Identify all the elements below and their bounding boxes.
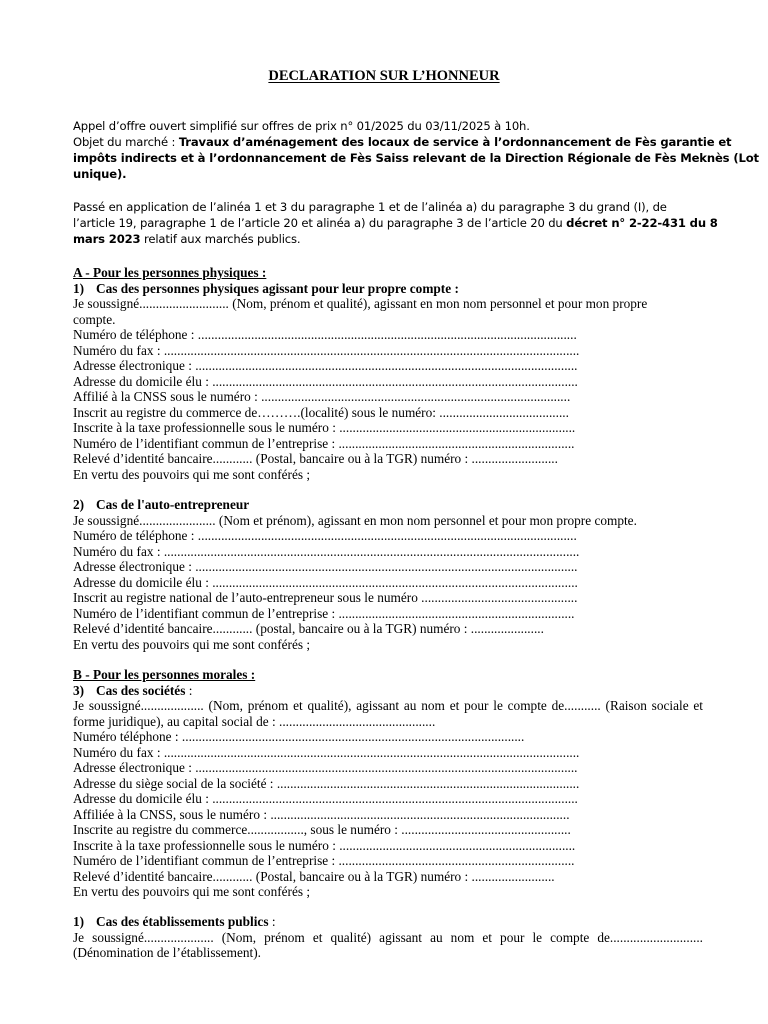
sub3-field-line: Affiliée à la CNSS, sous le numéro : .......................................................................................... <box>73 806 570 822</box>
sub1-title: Cas des personnes physiques agissant pour leur propre compte : <box>96 280 459 296</box>
decree-reference: décret n° 2-22-431 du 8 <box>566 216 718 230</box>
object-line-3 <box>73 166 703 182</box>
sub3-field-line: Numéro du fax : ............................................................................................................................. <box>73 744 580 760</box>
sub2-field-line: Je soussigné....................... (Nom et prénom), agissant en mon nom personnel et pour mon propre compte. <box>73 512 637 528</box>
sub4-number: 1) <box>73 914 85 929</box>
section-a-heading: A - Pour les personnes physiques : <box>73 265 267 280</box>
sub3-declaration: Je soussigné................... (Nom, prénom et qualité), agissant au nom et pour le compte de........... (Raison sociale et forme juridique), au capital social de : ............................................... <box>73 698 703 729</box>
sub3-field-line: Inscrite à la taxe professionnelle sous le numéro : ....................................................................... <box>73 837 576 853</box>
sub2-number: 2) <box>73 497 85 512</box>
intro-block <box>73 118 759 182</box>
sub3-title: Cas des sociétés <box>96 682 186 698</box>
sub1-field-line: Numéro du fax : ............................................................................................................................. <box>73 342 580 358</box>
sub4-declaration: Je soussigné..................... (Nom, prénom et qualité) agissant au nom et pour le compte de............................ (Dénomination de l’établissement). <box>73 929 703 960</box>
sub1-heading <box>73 281 703 297</box>
sub2-field-line: Numéro du fax : ............................................................................................................................. <box>73 543 580 559</box>
sub3-fields <box>73 729 703 900</box>
legal-basis-line-2 <box>73 215 718 231</box>
sub3-heading <box>73 683 703 699</box>
legal-basis-text-3: relatif aux marchés publics. <box>140 232 301 246</box>
sub3-field-line: Numéro téléphone : ....................................................................................................... <box>73 729 525 744</box>
sub1-field-line: compte. <box>73 311 116 327</box>
object-text-1: Travaux d’aménagement des locaux de service à l’ordonnancement de Fès garantie et <box>178 135 732 149</box>
sub2-heading <box>73 497 703 513</box>
section-b-sub4 <box>73 914 703 961</box>
sub1-field-line: En vertu des pouvoirs qui me sont conférés ; <box>73 466 311 482</box>
sub1-field-line: Je soussigné........................... (Nom, prénom et qualité), agissant en mon nom personnel et pour mon propre <box>73 296 648 311</box>
sub1-field-line: Adresse électronique : ................................................................................................................... <box>73 358 578 373</box>
sub1-field-line: Numéro de téléphone : .................................................................................................................. <box>73 327 577 342</box>
sub2-fields <box>73 513 703 653</box>
object-line-2 <box>73 150 759 166</box>
object-text-3: unique). <box>73 167 127 181</box>
sub2-field-line: Numéro de téléphone : .................................................................................................................. <box>73 528 577 543</box>
sub4-heading <box>73 914 703 930</box>
sub3-field-line: Adresse électronique : ................................................................................................................... <box>73 760 578 775</box>
sub2-title: Cas de l'auto-entrepreneur <box>96 497 250 512</box>
object-text-2: impôts indirects et à l’ordonnancement de Fès Saiss relevant de la Direction Régionale de Fès Meknès (Lot <box>73 151 759 165</box>
sub3-field-line: En vertu des pouvoirs qui me sont conférés ; <box>73 884 311 899</box>
object-line-1 <box>73 134 732 150</box>
sub3-number: 3) <box>73 682 85 698</box>
sub2-field-line: Relevé d’identité bancaire............ (postal, bancaire ou à la TGR) numéro : ...................... <box>73 621 544 636</box>
section-b <box>73 667 703 900</box>
legal-basis-text-2: l’article 19, paragraphe 1 de l’article 20 et alinéa a) du paragraphe 3 de l’article 20 du <box>73 216 567 230</box>
sub2-field-line: Adresse électronique : ................................................................................................................... <box>73 559 578 574</box>
sub1-field-line: Relevé d’identité bancaire............ (Postal, bancaire ou à la TGR) numéro : .......................... <box>73 451 558 466</box>
legal-basis-line-1: Passé en application de l’alinéa 1 et 3 du paragraphe 1 et de l’alinéa a) du paragraphe 3 du grand (I), de <box>73 200 667 214</box>
sub1-field-line: Adresse du domicile élu : .............................................................................................................. <box>73 373 578 389</box>
sub2-field-line: Numéro de l’identifiant commun de l’entreprise : ....................................................................... <box>73 605 575 621</box>
sub3-field-line: Relevé d’identité bancaire............ (Postal, bancaire ou à la TGR) numéro : ......................... <box>73 868 555 884</box>
sub1-field-line: Inscrite à la taxe professionnelle sous le numéro : ....................................................................... <box>73 420 576 435</box>
object-label: Objet du marché : <box>73 135 179 149</box>
legal-basis-line-3 <box>73 231 703 247</box>
sub3-field-line: Adresse du domicile élu : .............................................................................................................. <box>73 791 578 806</box>
sub1-field-line: Affilié à la CNSS sous le numéro : ............................................................................................. <box>73 389 571 404</box>
sub4-title: Cas des établissements publics <box>96 914 269 929</box>
sub3-field-line: Inscrite au registre du commerce................., sous le numéro : ................................................... <box>73 822 571 837</box>
section-a <box>73 265 703 482</box>
tender-reference: Appel d’offre ouvert simplifié sur offres de prix n° 01/2025 du 03/11/2025 à 10h. <box>73 119 530 133</box>
section-b-heading: B - Pour les personnes morales : <box>73 667 256 682</box>
sub2-field-line: Adresse du domicile élu : .............................................................................................................. <box>73 574 578 590</box>
sub1-fields <box>73 296 703 482</box>
sub2-field-line: Inscrit au registre national de l’auto-entrepreneur sous le numéro ............................................... <box>73 590 578 605</box>
sub1-number: 1) <box>73 280 85 296</box>
sub2-field-line: En vertu des pouvoirs qui me sont conférés ; <box>73 636 311 652</box>
sub4-title-suffix: : <box>268 914 276 929</box>
sub1-field-line: Numéro de l’identifiant commun de l’entreprise : ....................................................................... <box>73 435 575 451</box>
sub3-field-line: Adresse du siège social de la société : ........................................................................................... <box>73 775 580 791</box>
sub3-title-suffix: : <box>185 682 193 698</box>
decree-date: mars 2023 <box>73 232 141 246</box>
section-a-sub2 <box>73 497 703 652</box>
sub3-field-line: Numéro de l’identifiant commun de l’entreprise : ....................................................................... <box>73 853 575 868</box>
legal-basis-block <box>73 199 718 247</box>
document-title: DECLARATION SUR L’HONNEUR <box>268 68 500 84</box>
sub1-field-line: Inscrit au registre du commerce de……….(localité) sous le numéro: ....................................... <box>73 404 569 420</box>
